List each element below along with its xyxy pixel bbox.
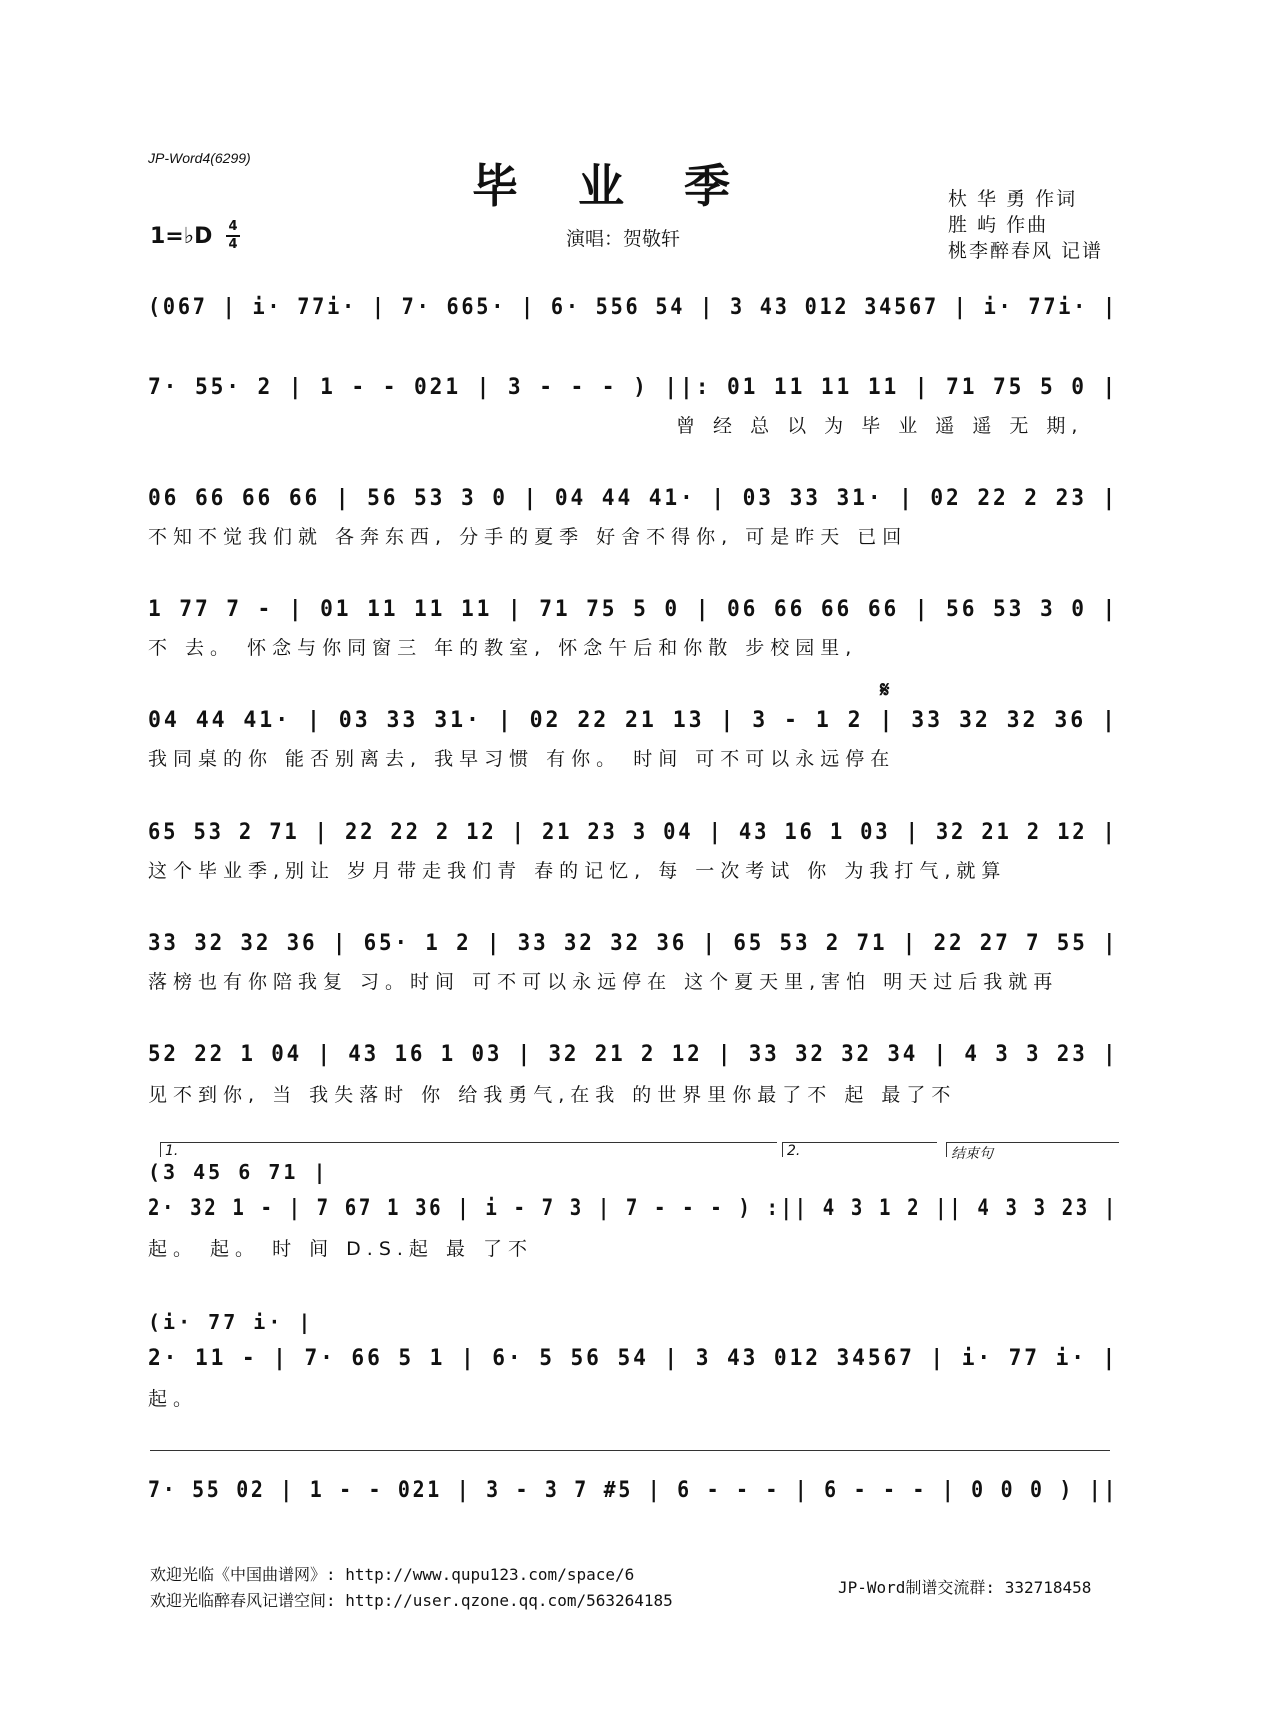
song-title: 毕业季 bbox=[472, 159, 790, 213]
lyric-line: 不 去。 怀念与你同窗三 年的教室, 怀念午后和你散 步校园里, bbox=[148, 637, 858, 659]
meter-top: 4 bbox=[226, 219, 240, 237]
alt-notation-line: (3 45 6 71 | bbox=[148, 1160, 329, 1184]
lyric-line: 曾 经 总 以 为 毕 业 遥 遥 无 期, bbox=[676, 415, 1084, 437]
lyric-line: 这个毕业季,别让 岁月带走我们青 春的记忆, 每 一次考试 你 为我打气,就算 bbox=[148, 860, 1007, 882]
notation-line: 7· 55· 2 | 1 - - 021 | 3 - - - ) ||: 01 11 11 11 | 71 75 5 0 | bbox=[148, 375, 1119, 400]
volta-1: 1. bbox=[160, 1142, 777, 1157]
meter-bottom: 4 bbox=[228, 237, 238, 252]
composer: 胜 屿 作曲 bbox=[948, 214, 1049, 236]
lyricist: 杕 华 勇 作词 bbox=[948, 188, 1078, 210]
transcriber: 桃李醉春风 记谱 bbox=[948, 240, 1104, 262]
lyric-line: 不知不觉我们就 各奔东西, 分手的夏季 好舍不得你, 可是昨天 已回 bbox=[148, 526, 908, 548]
lyric-line: 我同桌的你 能否别离去, 我早习惯 有你。 时间 可不可以永远停在 bbox=[148, 748, 896, 770]
segno-icon: 𝄋 bbox=[880, 678, 890, 703]
footer-group: JP-Word制谱交流群: 332718458 bbox=[838, 1578, 1092, 1597]
key-signature: 1=♭D bbox=[150, 224, 213, 249]
notation-line: 1 77 7 - | 01 11 11 11 | 71 75 5 0 | 06 66 66 66 | 56 53 3 0 | bbox=[148, 597, 1119, 622]
footer-link-1: 欢迎光临《中国曲谱网》: http://www.qupu123.com/space/6 bbox=[150, 1565, 635, 1584]
notation-line: 65 53 2 71 | 22 22 2 12 | 21 23 3 04 | 43 16 1 03 | 32 21 2 12 | bbox=[148, 820, 1118, 845]
notation-line: 2· 11 - | 7· 66 5 1 | 6· 5 56 54 | 3 43 012 34567 | i· 77 i· | bbox=[148, 1346, 1119, 1371]
notation-line: 06 66 66 66 | 56 53 3 0 | 04 44 41· | 03 33 31· | 02 22 2 23 | bbox=[148, 486, 1119, 511]
lyric-line: 见不到你, 当 我失落时 你 给我勇气,在我 的世界里你最了不 起 最了不 bbox=[148, 1084, 957, 1106]
alt-notation-line: (i· 77 i· | bbox=[148, 1310, 314, 1334]
volta-ending: 结束句 bbox=[946, 1142, 1119, 1157]
software-label: JP-Word4(6299) bbox=[148, 150, 251, 166]
singer: 演唱：贺敬轩 bbox=[566, 228, 681, 250]
notation-line: (067 | i· 77i· | 7· 665· | 6· 556 54 | 3 43 012 34567 | i· 77i· | bbox=[148, 295, 1118, 320]
notation-line: 2· 32 1 - | 7 67 1 36 | i - 7 3 | 7 - - - ) :|| 4 3 1 2 || 4 3 3 23 | bbox=[148, 1196, 1118, 1221]
footer-link-2: 欢迎光临醉春风记谱空间: http://user.qzone.qq.com/563264185 bbox=[150, 1591, 673, 1610]
lyric-line: 落榜也有你陪我复 习。时间 可不可以永远停在 这个夏天里,害怕 明天过后我就再 bbox=[148, 971, 1059, 993]
volta-2: 2. bbox=[782, 1142, 937, 1157]
notation-line: 7· 55 02 | 1 - - 021 | 3 - 3 7 #5 | 6 - - - | 6 - - - | 0 0 0 ) || bbox=[148, 1478, 1119, 1503]
notation-line: 04 44 41· | 03 33 31· | 02 22 21 13 | 3 - 1 2 | 33 32 32 36 | bbox=[148, 708, 1118, 733]
notation-line: 52 22 1 04 | 43 16 1 03 | 32 21 2 12 | 33 32 32 34 | 4 3 3 23 | bbox=[148, 1042, 1119, 1067]
notation-line: 33 32 32 36 | 65· 1 2 | 33 32 32 36 | 65 53 2 71 | 22 27 7 55 | bbox=[148, 931, 1119, 956]
lyric-line: 起。 起。 时 间 D.S.起 最 了不 bbox=[148, 1238, 534, 1260]
lyric-line: 起。 bbox=[148, 1388, 199, 1410]
divider-line bbox=[150, 1450, 1110, 1451]
time-signature bbox=[226, 219, 240, 253]
